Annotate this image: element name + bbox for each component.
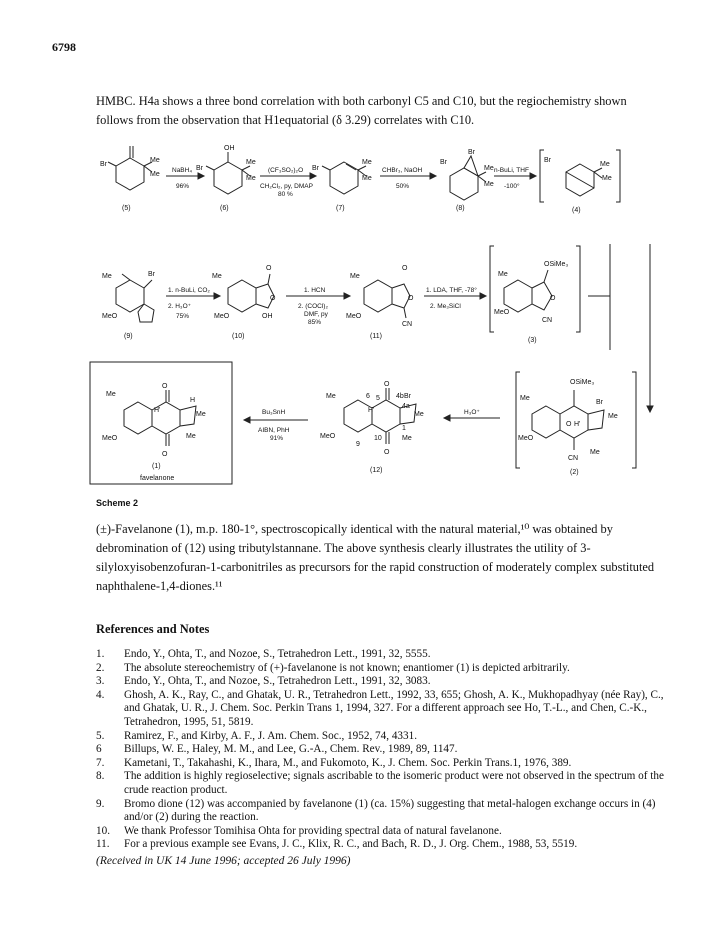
svg-text:4a: 4a <box>402 403 410 410</box>
compound-label-3: (3) <box>528 337 537 344</box>
reagent-9b: AIBN, PhH <box>258 427 290 434</box>
reference-item: 6 Billups, W. E., Haley, M. M., and Lee, G.-A., Chem. Rev., 1989, 89, 1147. <box>96 743 458 756</box>
compound-label-6: (6) <box>220 205 229 212</box>
svg-text:O: O <box>266 265 272 272</box>
reagent-4a: n-BuLi, THF <box>494 167 529 174</box>
reference-item: 11. For a previous example see Evans, J. C., Klix, R. C., and Bach, R. D., J. Org. Chem., 1988, 53, 5519. <box>96 838 578 851</box>
references-list <box>96 648 676 852</box>
compound-6-structure <box>206 152 250 194</box>
reagent-1a: NaBH₄ <box>172 167 192 174</box>
compound-10-structure <box>228 274 274 312</box>
reagent-2b: CH₂Cl₂, py, DMAP <box>260 183 313 190</box>
reagent-6b: 2. (COCl)₂ <box>298 303 328 310</box>
svg-text:CN: CN <box>568 455 579 462</box>
compound-label-9: (9) <box>124 333 133 340</box>
svg-text:Br: Br <box>312 165 319 172</box>
svg-text:4b: 4b <box>396 393 404 400</box>
svg-text:O: O <box>162 451 168 458</box>
svg-text:Me: Me <box>608 413 618 420</box>
svg-text:OH: OH <box>262 313 273 320</box>
svg-text:Br: Br <box>440 159 447 166</box>
compound-label-4: (4) <box>572 207 581 214</box>
svg-text:O: O <box>162 383 168 390</box>
svg-text:O: O <box>402 265 408 272</box>
references-heading: References and Notes <box>96 622 210 636</box>
svg-text:Me: Me <box>484 181 494 188</box>
favelanone-name: favelanone <box>140 475 175 482</box>
compound-label-7: (7) <box>336 205 345 212</box>
svg-text:Br: Br <box>404 393 411 400</box>
reagent-7b: 2. Me₃SiCl <box>430 303 461 310</box>
reagent-8a: H₃O⁺ <box>464 409 480 416</box>
svg-text:10: 10 <box>374 435 382 442</box>
svg-text:Me: Me <box>102 273 112 280</box>
svg-text:H': H' <box>154 407 161 414</box>
reagent-9c: 91% <box>270 435 284 442</box>
svg-text:OSiMe₃: OSiMe₃ <box>544 261 569 268</box>
svg-text:Br: Br <box>544 157 551 164</box>
svg-text:Me: Me <box>106 391 116 398</box>
svg-text:Me: Me <box>402 435 412 442</box>
scheme-label: Scheme 2 <box>96 498 139 508</box>
svg-text:MeO: MeO <box>102 313 118 320</box>
svg-text:OH: OH <box>224 145 235 152</box>
reagent-6c: DMF, py <box>304 311 328 318</box>
compound-7-structure <box>322 162 366 194</box>
svg-text:Me: Me <box>246 175 256 182</box>
reagent-5c: 75% <box>176 313 190 320</box>
svg-text:Me: Me <box>498 271 508 278</box>
reagent-2c: 80 % <box>278 191 293 198</box>
svg-text:Me: Me <box>150 157 160 164</box>
reagent-5a: 1. n-BuLi, CO₂ <box>168 287 210 294</box>
svg-text:O: O <box>550 295 556 302</box>
svg-text:H': H' <box>574 421 581 428</box>
svg-text:Br: Br <box>148 271 155 278</box>
compound-label-11: (11) <box>370 333 382 340</box>
reference-item: 5. Ramirez, F., and Kirby, A. F., J. Am. Chem. Soc., 1952, 74, 4331. <box>96 729 418 742</box>
svg-text:Br: Br <box>196 165 203 172</box>
reference-item: 10. We thank Professor Tomihisa Ohta for providing spectral data of natural favelanone. <box>96 824 502 837</box>
compound-3-structure <box>490 246 580 332</box>
svg-text:1: 1 <box>402 425 406 432</box>
svg-text:MeO: MeO <box>320 433 336 440</box>
svg-text:MeO: MeO <box>518 435 534 442</box>
svg-text:Me: Me <box>150 171 160 178</box>
svg-text:Br: Br <box>596 399 603 406</box>
svg-text:Br: Br <box>100 161 107 168</box>
svg-text:CN: CN <box>402 321 413 328</box>
reagent-3b: 50% <box>396 183 410 190</box>
reference-item: 9. Bromo dione (12) was accompanied by favelanone (1) (ca. 15%) suggesting that metal-halogen exchange occurs in (4) and/or (2) during the reaction. <box>96 797 656 824</box>
svg-text:MeO: MeO <box>102 435 118 442</box>
compound-label-2: (2) <box>570 469 579 476</box>
svg-text:MeO: MeO <box>346 313 362 320</box>
reaction-scheme <box>90 145 690 495</box>
compound-label-10: (10) <box>232 333 245 340</box>
svg-text:Me: Me <box>326 393 336 400</box>
svg-text:Me: Me <box>186 433 196 440</box>
svg-text:Me: Me <box>590 449 600 456</box>
svg-text:H': H' <box>368 407 375 414</box>
svg-text:Br: Br <box>468 149 475 156</box>
reference-item: 2. The absolute stereochemistry of (+)-favelanone is not known; enantiomer (1) is depicted arbitrarily. <box>96 661 570 674</box>
svg-text:Me: Me <box>414 411 424 418</box>
svg-text:Me: Me <box>520 395 530 402</box>
svg-text:Me: Me <box>362 175 372 182</box>
svg-text:9: 9 <box>356 441 360 448</box>
svg-text:Me: Me <box>196 411 206 418</box>
reference-item: 8. The addition is highly regioselective; signals ascribable to the isomeric product were not observed in the spectrum of the crude reaction product. <box>96 770 664 796</box>
svg-text:MeO: MeO <box>214 313 230 320</box>
svg-text:6: 6 <box>366 393 370 400</box>
reagent-7a: 1. LDA, THF, -78° <box>426 287 477 294</box>
reference-item: 1. Endo, Y., Ohta, T., and Nozoe, S., Tetrahedron Lett., 1991, 32, 5555. <box>96 648 431 660</box>
intro-paragraph: HMBC. H4a shows a three bond correlation with both carbonyl C5 and C10, but the regiochemistry shown follows from the observation that H1equatorial (δ 3.29) correlates with C10. <box>96 94 627 127</box>
svg-text:CN: CN <box>542 317 553 324</box>
reference-item: 7. Kametani, T., Takahashi, K., Ihara, M., and Fukomoto, K., J. Chem. Soc. Perkin Trans.1, 1976, 389. <box>96 756 572 769</box>
reference-item: 4. Ghosh, A. K., Ray, C., and Ghatak, U. R., Tetrahedron Lett., 1992, 33, 655; Ghosh, A. K., Mukhopadhyay (née Ray), C., and Ghatak, U. R., J. Chem. Soc. Perkin Trans 1, 1994, 327. For a different approach see Ho, T.-L., and Chen, C.-K., Tetrahedron, 1995, 51, 5819. <box>96 688 664 728</box>
reagent-9a: Bu₃SnH <box>262 409 286 416</box>
received-note: (Received in UK 14 June 1996; accepted 26 July 1996) <box>96 855 351 867</box>
reagent-2a: (CF₃SO₂)₂O <box>268 167 304 174</box>
svg-text:5: 5 <box>376 395 380 402</box>
compound-2-structure <box>516 372 636 468</box>
svg-text:O: O <box>384 449 390 456</box>
compound-label-1: (1) <box>152 463 161 470</box>
svg-text:O: O <box>384 381 390 388</box>
svg-text:OSiMe₃: OSiMe₃ <box>570 379 595 386</box>
svg-text:O: O <box>408 295 414 302</box>
svg-text:MeO: MeO <box>494 309 510 316</box>
compound-label-12: (12) <box>370 467 383 474</box>
svg-text:Me: Me <box>484 165 494 172</box>
results-paragraph: (±)-Favelanone (1), m.p. 180-1°, spectroscopically identical with the natural material,¹⁰ was obtained by debromination of (12) using tributylstannane. The above synthesis clearly illustrates the utility of 3-silyloxyisobenzofuran-1-carbonitriles as precursors for the rapid construction of moderately complex substituted naphthalene-1,4-diones.¹¹ <box>96 522 655 593</box>
svg-text:O: O <box>270 295 276 302</box>
reagent-4b: -100° <box>504 183 520 190</box>
compound-11-structure <box>364 280 410 318</box>
compound-8-structure <box>450 156 486 200</box>
svg-text:Me: Me <box>246 159 256 166</box>
svg-text:Me: Me <box>350 273 360 280</box>
reference-item: 3. Endo, Y., Ohta, T., and Nozoe, S., Tetrahedron Lett., 1991, 32, 3083. <box>96 675 431 688</box>
reagent-6d: 85% <box>308 319 322 326</box>
svg-text:H: H <box>190 397 196 404</box>
svg-text:Me: Me <box>600 161 610 168</box>
svg-text:Me: Me <box>602 175 612 182</box>
favelanone-box <box>90 362 232 484</box>
compound-9-structure <box>116 274 154 322</box>
compound-label-8: (8) <box>456 205 465 212</box>
reagent-1b: 96% <box>176 183 190 190</box>
compound-5-structure <box>108 146 152 190</box>
page-number: 6798 <box>52 40 76 54</box>
svg-text:O: O <box>566 421 572 428</box>
svg-text:Me: Me <box>362 159 372 166</box>
svg-text:Me: Me <box>212 273 222 280</box>
reagent-3a: CHBr₃, NaOH <box>382 167 423 174</box>
reagent-6a: 1. HCN <box>304 287 326 294</box>
reagent-5b: 2. H₃O⁺ <box>168 303 192 310</box>
compound-label-5: (5) <box>122 205 131 212</box>
